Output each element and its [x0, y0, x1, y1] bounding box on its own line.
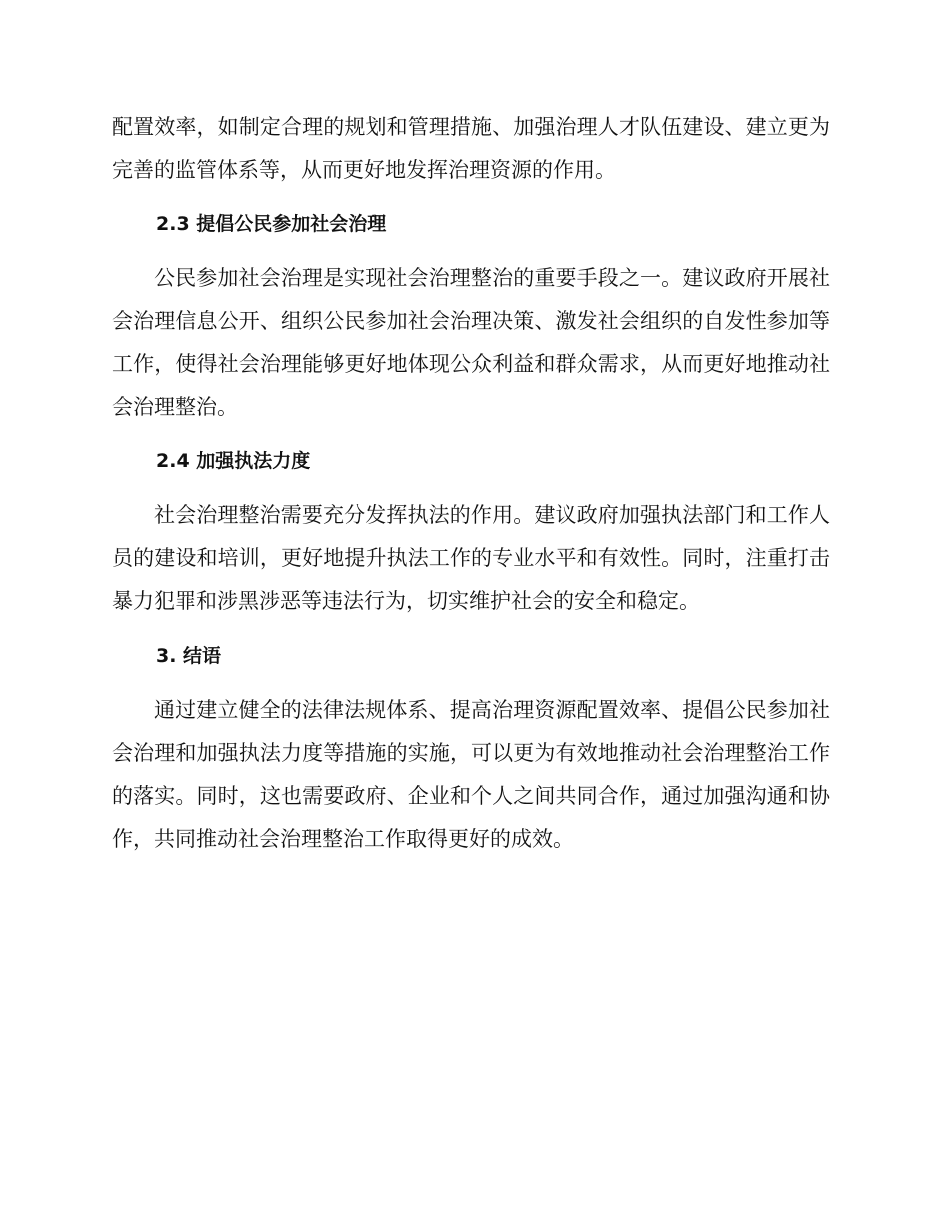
section-body-3: 通过建立健全的法律法规体系、提高治理资源配置效率、提倡公民参加社会治理和加强执法力度等措施的实施，可以更为有效地推动社会治理整治工作的落实。同时，这也需要政府、企业和个人之间共同合作，通过加强沟通和协作，共同推动社会治理整治工作取得更好的成效。 — [112, 698, 830, 851]
section-heading-2-4: 2.4 加强执法力度 — [156, 450, 311, 472]
section-body-2-3: 公民参加社会治理是实现社会治理整治的重要手段之一。建议政府开展社会治理信息公开、组织公民参加社会治理决策、激发社会组织的自发性参加等工作，使得社会治理能够更好地体现公众利益和群众需求，从而更好地推动社会治理整治。 — [112, 266, 830, 419]
section-heading-2-3: 2.3 提倡公民参加社会治理 — [156, 213, 387, 235]
continuation-paragraph: 配置效率，如制定合理的规划和管理措施、加强治理人才队伍建设、建立更为完善的监管体系等，从而更好地发挥治理资源的作用。 — [112, 115, 830, 182]
section-body-2-4: 社会治理整治需要充分发挥执法的作用。建议政府加强执法部门和工作人员的建设和培训，更好地提升执法工作的专业水平和有效性。同时，注重打击暴力犯罪和涉黑涉恶等违法行为，切实维护社会的安全和稳定。 — [112, 503, 830, 613]
section-heading-3: 3. 结语 — [156, 645, 222, 667]
